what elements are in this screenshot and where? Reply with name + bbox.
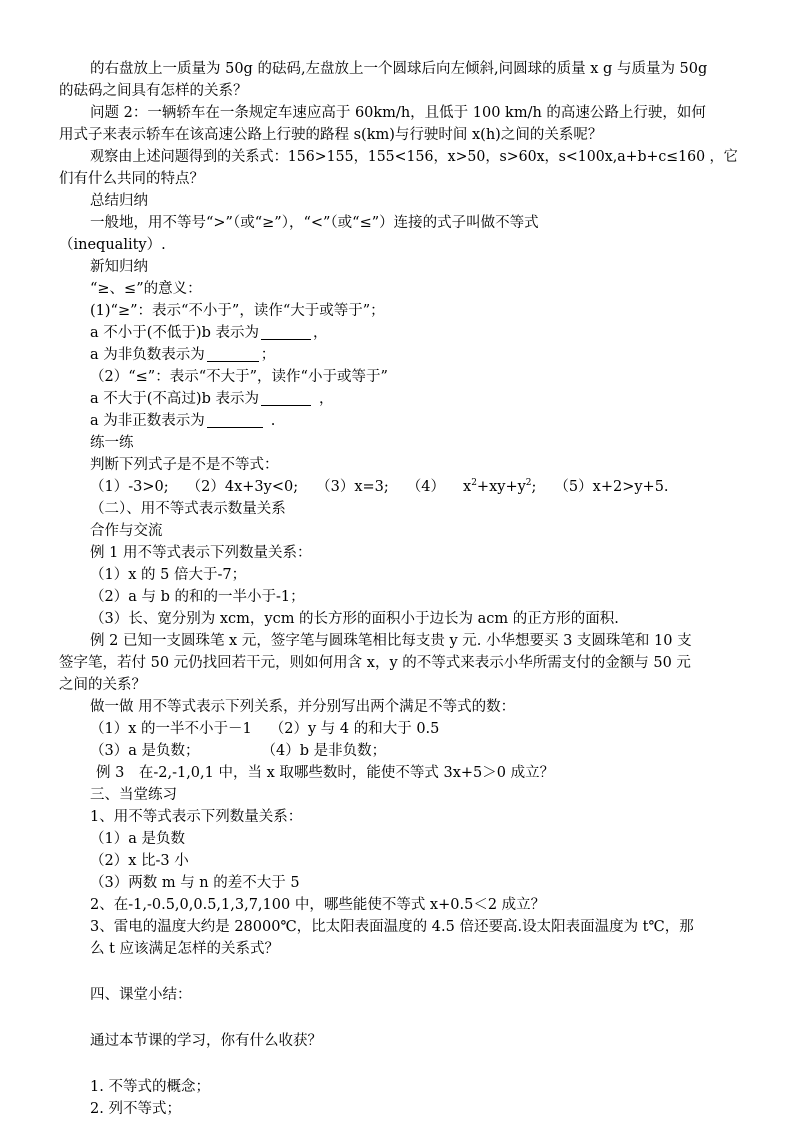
text-line: 问题 2：一辆轿车在一条规定车速应高于 60km/h，且低于 100 km/h 的高速公路上行驶，如何 xyxy=(90,105,706,121)
section-heading: 练一练 xyxy=(90,435,134,451)
section-heading: 三、当堂练习 xyxy=(90,787,177,803)
section-heading: （二）、用不等式表示数量关系 xyxy=(90,501,286,517)
text-line: （2）a 与 b 的和的一半小于-1； xyxy=(90,589,305,605)
text-segment: （3）a 是负数； xyxy=(90,743,200,759)
superscript: 2 xyxy=(525,478,532,488)
text-line: 1、用不等式表示下列数量关系： xyxy=(90,809,303,825)
exercise-options-line xyxy=(90,476,669,498)
text-segment: （2）y 与 4 的和大于 0.5 xyxy=(269,721,440,737)
text-line: 1. 不等式的概念； xyxy=(90,1079,210,1095)
text-line: 3、雷电的温度大约是 28000℃，比太阳表面温度的 4.5 倍还要高.设太阳表面温度为 t℃，那 xyxy=(90,919,694,935)
text-line: “≥、≤”的意义： xyxy=(90,281,202,297)
text-line: 例 3 在-2,-1,0,1 中，当 x 取哪些数时，能使不等式 3x+5＞0 成立？ xyxy=(96,765,555,781)
text-segment: ， xyxy=(312,325,328,341)
text-segment: （1）-3>0; xyxy=(90,479,169,495)
text-segment: a 为非正数表示为 xyxy=(90,413,205,429)
text-segment: （3）x=3; xyxy=(316,479,389,495)
fill-blank-line xyxy=(90,322,327,344)
text-line: 2. 列不等式； xyxy=(90,1101,181,1117)
text-segment: x xyxy=(463,479,472,495)
answer-blank xyxy=(261,389,311,406)
fill-blank-line xyxy=(90,388,333,410)
section-heading: 新知归纳 xyxy=(90,259,148,275)
text-segment: a 不小于(不低于)b 表示为 xyxy=(90,325,259,341)
text-segment: a 为非负数表示为 xyxy=(90,347,205,363)
text-line: （2）“≤”：表示“不大于”，读作“小于或等于” xyxy=(90,369,388,385)
superscript: 2 xyxy=(471,478,477,488)
text-line: （1）x 的 5 倍大于-7； xyxy=(90,567,247,583)
text-segment: ， xyxy=(318,391,334,407)
exercise-options-line xyxy=(90,740,386,762)
text-line: 判断下列式子是不是不等式： xyxy=(90,457,279,473)
text-line: （3）长、宽分别为 xcm，ycm 的长方形的面积小于边长为 acm 的正方形的面积. xyxy=(90,611,619,627)
text-line: 的右盘放上一质量为 50g 的砝码,左盘放上一个圆球后向左倾斜,问圆球的质量 x g 与质量为 50g xyxy=(90,61,708,77)
answer-blank xyxy=(207,345,259,362)
text-segment: . xyxy=(270,413,276,429)
answer-blank xyxy=(261,323,311,340)
text-line: （inequality）. xyxy=(59,237,166,253)
text-line: 例 1 用不等式表示下列数量关系： xyxy=(90,545,312,561)
text-segment: +xy+y xyxy=(476,479,526,495)
text-line: 签字笔，若付 50 元仍找回若干元，则如何用含 x，y 的不等式来表示小华所需支付的金额与 50 元 xyxy=(59,655,691,671)
section-heading: 合作与交流 xyxy=(90,523,163,539)
text-line: 一般地，用不等号“>”（或“≥”），“<”（或“≤”）连接的式子叫做不等式 xyxy=(90,215,539,231)
answer-blank xyxy=(207,411,263,428)
section-heading: 四、课堂小结： xyxy=(90,987,192,1003)
text-line: 的砝码之间具有怎样的关系？ xyxy=(59,83,248,99)
text-line: 做一做 用不等式表示下列关系，并分别写出两个满足不等式的数： xyxy=(90,699,516,715)
text-segment: ； xyxy=(260,347,276,363)
text-line: (1)“≥”：表示“不小于”，读作“大于或等于”； xyxy=(90,303,385,319)
text-line: 之间的关系？ xyxy=(59,677,146,693)
text-segment: （2）4x+3y<0; xyxy=(186,479,299,495)
text-segment: （5）x+2>y+5. xyxy=(554,479,669,495)
text-segment: （4） xyxy=(406,479,445,495)
text-segment: （1）x 的一半不小于－1 xyxy=(90,721,252,737)
text-line: 们有什么共同的特点？ xyxy=(59,171,204,187)
text-line: 例 2 已知一支圆珠笔 x 元，签字笔与圆珠笔相比每支贵 y 元. 小华想要买 3 支圆珠笔和 10 支 xyxy=(90,633,692,649)
text-line: （1）a 是负数 xyxy=(90,831,185,847)
fill-blank-line xyxy=(90,344,275,366)
exercise-options-line xyxy=(90,718,439,740)
text-line: 么 t 应该满足怎样的关系式？ xyxy=(90,941,280,957)
text-segment: a 不大于(不高过)b 表示为 xyxy=(90,391,259,407)
text-line: 观察由上述问题得到的关系式：156>155，155<156，x>50，s>60x，s<100x,a+b+c≤160 ，它 xyxy=(90,149,738,165)
text-line: （3）两数 m 与 n 的差不大于 5 xyxy=(90,875,300,891)
section-heading: 总结归纳 xyxy=(90,193,148,209)
text-line: 用式子来表示轿车在该高速公路上行驶的路程 s(km)与行驶时间 x(h)之间的关系呢？ xyxy=(59,127,603,143)
fill-blank-line xyxy=(90,410,275,432)
text-line: 2、在-1,-0.5,0,0.5,1,3,7,100 中，哪些能使不等式 x+0.5＜2 成立？ xyxy=(90,897,546,913)
text-segment: ; xyxy=(531,479,537,495)
text-segment: （4）b 是非负数； xyxy=(261,743,387,759)
text-line: 通过本节课的学习，你有什么收获？ xyxy=(90,1033,322,1049)
text-line: （2）x 比-3 小 xyxy=(90,853,189,869)
